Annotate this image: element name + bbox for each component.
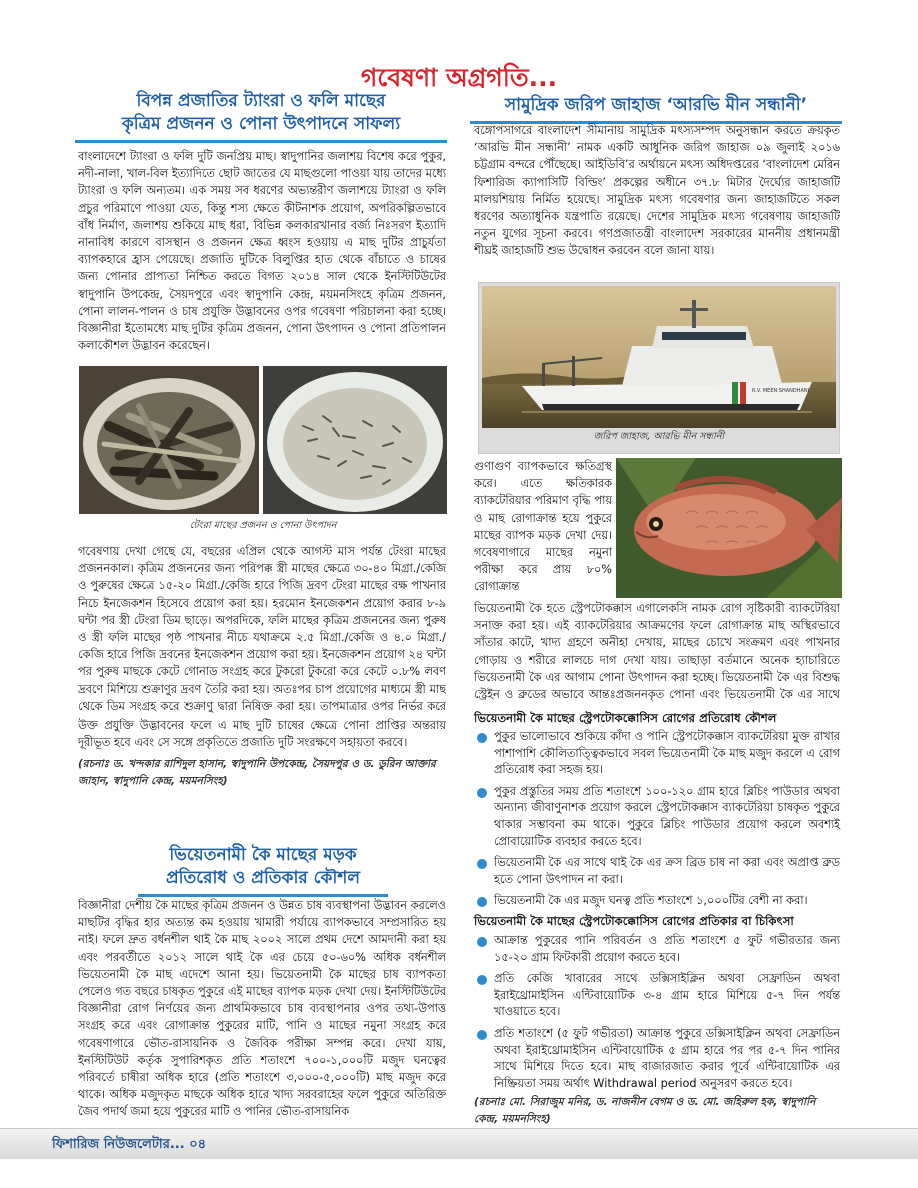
- article2-title-line2: প্রতিরোধ ও প্রতিকার কৌশল: [165, 868, 361, 888]
- article1-para2: গবেষণায় দেখা গেছে যে, বছরের এপ্রিল থেকে আগস্ট মাস পর্যন্ত টেংরা মাছের প্রজননকাল। কৃত্রিম প্রজননের জন্য পরিপক্ক স্ত্রী মাছের ক্ষেত্রে ৩০-৪০ মিগ্রা./কেজি ও পুরুষের ক্ষেত্রে ১৫-২০ মিগ্রা./কেজি হারে পিজি দ্রবণ টেংরা মাছের বক্ষ পাখনার নিচে ইনজেকশন হিসেবে প্রয়োগ করা হয়। হরমোন ইনজেকশন প্রয়োগ করার ৮-৯ ঘন্টা পর স্ত্রী টেংরা ডিম ছাড়ে। অপরদিকে, ফলি মাছের কৃত্রিম প্রজননের জন্য পুরুষ ও স্ত্রী ফলি মাছের পৃষ্ঠ পাখনার নীচে যথাক্রমে ২.৫ মিগ্রা./কেজি ও ৪.০ মিগ্রা./কেজি হারে পিজি দ্রবনের ইনজেকশন প্রয়োগ করা হয়। ইনজেকশন প্রয়োগ ২৪ ঘন্টা পর পুরুষ মাছকে কেটে গোনাড সংগ্রহ করে টুকরো টুকরো করে কেটে ০.৮% লবণ দ্রবণে মিশিয়ে শুক্রাণুর দ্রবণ তৈরি করা হয়। অতঃপর চাপ প্রয়োগের মাধ্যমে স্ত্রী মাছ থেকে ডিম সংগ্রহ করে শুক্রাণু দ্বারা নিষিক্ত করা হয়। তাপমাত্রার ওপর নির্ভর করে: [78, 545, 446, 713]
- bullet-icon: [477, 733, 487, 743]
- bullet-icon: [477, 975, 487, 985]
- article2-para-cont-full: ভিয়েতনামী কৈ হতে স্ট্রেপটোকক্কাস এগালেকসি নামক রোগ সৃষ্টিকারী ব্যাকটেরিয়া সনাক্ত করা হয়। এই ব্যাকটেরিয়ার আক্রমণের ফলে রোগাক্রান্ত মাছ অস্থিরভাবে সাঁতার কাটে, খাদ্য গ্রহণে অনীহা দেখায়, মাছের চোখে সংক্রমণ এবং পাখনার গোড়ায় ও শরীরে লালচে দাগ দেখা যায়। তাছাড়া বর্তমানে অনেক হ্যাচারিতে ভিয়েতনামী কৈ এর আগাম পোনা উৎপাদন করা হচ্ছে। ভিয়েতনামী কৈ এর বিশুদ্ধ স্ট্রেইন ও ব্রুডের অভাবে আন্তঃপ্রজননকৃত পোনা এবং ভিয়েতনামী কৈ এর সাথে: [474, 602, 840, 702]
- ship-photo-frame: [478, 282, 840, 454]
- treatment-list: [474, 933, 840, 1097]
- article2-title-line1: ভিয়েতনামী কৈ মাছের মড়ক: [169, 845, 357, 865]
- prevention-item: ভিয়েতনামী কৈ এর মজুদ ঘনত্ব প্রতি শতাংশে ১,০০০টির বেশী না করা।: [474, 893, 840, 910]
- article3-title: সামুদ্রিক জরিপ জাহাজ ‘আরভি মীন সন্ধানী’: [504, 95, 808, 115]
- article3-title-block: [470, 90, 842, 124]
- article1-para1: বাংলাদেশে ট্যাংরা ও ফলি দুটি জনপ্রিয় মাছ। স্বাদুপানির জলাশয় বিশেষ করে পুকুর, নদী-নালা, খাল-বিল ইত্যাদিতে ছোট জাতের যে মাছগুলো পাওয়া যায় তাদের মধ্যে ট্যাংরা ও ফলি অন্যতম। এক সময় সব ধরণের অভ্যন্তরীণ জলাশয়ে ট্যাংরা ও ফলি প্রচুর পরিমাণে পাওয়া যেত, কিন্তু শস্য ক্ষেতে কীটনাশক প্রয়োগ, অপরিকল্পিতভাবে বাঁধ নির্মাণ, জলাশয় শুকিয়ে মাছ ধরা, বিভিন্ন কলকারখানার বর্জ্য নিঃসরণ ইত্যাদি নানাবিধ কারণে বাসস্থান ও প্রজনন ক্ষেত্র ধ্বংস হওয়ায় এ মাছ দুটির প্রাচুর্যতা ব্যাপকহারে হ্রাস পেয়েছে। প্রজাতি দুটিকে বিলুপ্তির হাত থেকে বাঁচাতে ও চাষের জন্য পোনার প্রাপ্যতা নিশ্চিত করতে বিগত ২০১৪ সাল থেকে ইনস্টিটিউটের স্বাদুপানি উপকেন্দ্র, সৈয়দপুরে এবং স্বাদুপানি কেন্দ্র, ময়মনসিংহে কৃত্রিম প্রজনন, পোনা লালন-পালন ও চাষ প্রযুক্তি উদ্ভাবনের ওপর গবেষণা পরিচালনা করা হচ্ছে। বিজ্ঞানীরা ইতোমধ্যে মাছ দুটির কৃত্রিম প্রজনন, পোনা উৎপাদন ও পোনা প্রতিপালন কলাকৌশল উদ্ভাবন করেছেন।: [78, 150, 446, 353]
- treatment-heading: ভিয়েতনামী কৈ মাছের স্ট্রেপটোকক্কোসিস রোগের প্রতিকার বা চিকিৎসা: [474, 914, 794, 928]
- article1-para3: উক্ত প্রযুক্তি উদ্ভাবনের ফলে এ মাছ দুটি চাষের ক্ষেত্রে পোনা প্রাপ্তির অন্তরায় দূরীভূত হবে এবং সে সঙ্গে প্রকৃতিতে প্রজাতি দুটি সংরক্ষণে সহায়তা করবে।: [78, 719, 446, 750]
- article3-para1: বঙ্গোপসাগরে বাংলাদেশ সীমানায় সামুদ্রিক মৎস্যসম্পদ অনুসন্ধান করতে ক্রয়কৃত ‘আরভি মীন সন্ধানী’ নামক একটি আধুনিক জরিপ জাহাজ ০৯ জুলাই ২০১৬ চট্টগ্রাম বন্দরে পৌঁছেছে। আইডিবি’র অর্থায়নে মৎস্য অধিদপ্তরের ‘বাংলাদেশ মেরিন ফিশারিজ ক্যাপাসিটি বিল্ডিং’ প্রকল্পের অধীনে ৩৭.৮ মিটার দৈর্ঘ্যের জাহাজটি মালয়শিয়ায় নির্মিত হয়েছে। সামুদ্রিক মৎস্য গবেষণার জন্য জাহাজটিতে সকল ধরণের অত্যাধুনিক যন্ত্রপাতি রয়েছে। দেশের সামুদ্রিক মৎস্য গবেষণায় জাহাজটি নতুন যুগের সূচনা করবে। গণপ্রজাতন্ত্রী বাংলাদেশ সরকারের মাননীয় প্রধানমন্ত্রী শীঘ্রই জাহাজটি শুভ উদ্বোধন করবেন বলে জানা যায়।: [474, 124, 840, 258]
- bullet-icon: [477, 788, 487, 798]
- footer-newsletter-page: ফিশারিজ নিউজলেটার... ০৪: [52, 1137, 207, 1152]
- ship-photo-caption: জরিপ জাহাজ, আরভি মীন সন্ধানী: [593, 431, 725, 442]
- vietnamese-koi-fish-photo: [616, 458, 842, 598]
- article2-para-cont-beside: গুণাগুণ ব্যাপকভাবে ক্ষতিগ্রস্থ করে। এতে ক্ষতিকারক ব্যাকটেরিয়ার পরিমাণ বৃদ্ধি পায় ও মাছ রোগাক্রান্ত হয়ে পুকুরে মাছের ব্যাপক মড়ক দেখা দেয়। গবেষণাগারে মাছের নমুনা পরীক্ষা করে প্রায় ৮০% রোগাক্রান্ত: [474, 460, 612, 594]
- article1-title-rule: [75, 140, 447, 143]
- prevention-item: ভিয়েতনামী কৈ এর সাথে থাই কৈ এর ক্রস ব্রিড চাষ না করা এবং অপ্রাপ্ত ব্রুড হতে পোনা উৎপাদন না করা।: [474, 855, 840, 888]
- article1-title-line1: বিপন্ন প্রজাতির ট্যাংরা ও ফলি মাছের: [136, 91, 386, 111]
- article2-credit: (রচনাঃ মো. সিরাজুম মনির, ড. নাজনীন বেগম ও ড. মো. জহিরুল হক, স্বাদুপানি কেন্দ্র, ময়মনসিংহ): [474, 1096, 816, 1125]
- treatment-item: আক্রান্ত পুকুরের পানি পরিবর্তন ও প্রতি শতাংশে ৫ ফুট গভীরতার জন্য ১৫-২০ গ্রাম ফিটকারী প্রয়োগ করতে হবে।: [474, 933, 840, 966]
- survey-ship-photo: [482, 286, 836, 428]
- bullet-icon: [477, 937, 487, 947]
- bullet-icon: [477, 1030, 487, 1040]
- article1-photo-caption: টেংরা মাছের প্রজনন ও পোনা উৎপাদন: [189, 520, 337, 531]
- prevention-list: [474, 729, 840, 915]
- prevention-item: পুকুর প্রস্তুতির সময় প্রতি শতাংশে ১০০-১২০ গ্রাম হারে ব্লিচিং পাউডার অথবা অন্যান্য জীবাণুনাশক প্রয়োগ করলে স্ট্রেপটোকক্কাস ব্যাকটেরিয়া চাষকৃত পুকুরে থাকার সম্ভাবনা কম থাকে। পুকুরে ব্লিচিং পাউডার প্রয়োগ করলে অবশ্যই প্রোবায়োটিক ব্যবহার করতে হবে।: [474, 784, 840, 850]
- article2-para1: বিজ্ঞানীরা দেশীয় কৈ মাছের কৃত্রিম প্রজনন ও উন্নত চাষ ব্যবস্থাপনা উদ্ভাবন করলেও মাছটির বৃদ্ধির হার অত্যন্ত কম হওয়ায় খামারী পর্যায়ে ব্যাপকভাবে সম্প্রসারিত হয় নাই। ফলে দ্রুত বর্ধনশীল থাই কৈ মাছ ২০০২ সালে প্রথম দেশে আমদানী করা হয় এবং পরবর্তীতে ২০১২ সালে থাই কৈ এর চেয়ে ৫০-৬০% অধিক বর্ধনশীল ভিয়েতনামী কৈ মাছ এদেশে আনা হয়। ভিয়েতনামী কৈ মাছের চাষ ব্যাপকতা পেলেও গত বছরে চাষকৃত পুকুরে এই মাছের ব্যাপক মড়ক দেখা দেয়। ইনস্টিটিউটের বিজ্ঞানীরা রোগ নির্ণয়ের জন্য প্রাথমিকভাবে চাষ ব্যবস্থাপনার ওপর তথ্য-উপাত্ত সংগ্রহ করে এবং রোগাক্রান্ত পুকুরের মাটি, পানি ও মাছের নমুনা সংগ্রহ করে গবেষণাগারে ভৌত-রাসায়নিক ও জৈবিক পরীক্ষা সম্পন্ন করে। দেখা যায়, ইনস্টিটিউট কর্তৃক সুপারিশকৃত প্রতি শতাংশে ৭০০-১,০০০টি মজুদ ঘনত্বের পরিবর্তে চাষীরা অধিক হারে (প্রতি শতাংশে ৩,০০০-৫,০০০টি) মাছ মজুদ করে থাকে। অধিক মজুদকৃত মাছকে অধিক হারে খাদ্য সরবরাহের ফলে পুকুরে অতিরিক্ত জৈব পদার্থ জমা হয়ে পুকুরের মাটি ও পানির ভৌত-রাসায়নিক: [78, 899, 446, 1119]
- bullet-icon: [477, 859, 487, 869]
- ship-hull-name: R.V. MEEN SHANDHANI: [752, 388, 810, 394]
- prevention-item: পুকুর ভালোভাবে শুকিয়ে কাঁদা ও পানি স্ট্রেপটোকক্কাস ব্যাকটেরিয়া মুক্ত রাখার পাশাপাশি কৌলিতাত্ত্বিকভাবে সবল ভিয়েতনামী কৈ মাছ মজুদ করলে এ রোগ প্রতিরোধ করা সহজ হয়।: [474, 729, 840, 779]
- article2-title-block: [138, 844, 388, 897]
- article1-credit: (রচনাঃ ড. খন্দকার রাশিদুল হাসান, স্বাদুপানি উপকেন্দ্র, সৈয়দপুর ও ড. ডুরিন আক্তার জাহান, স্বাদুপানি কেন্দ্র, ময়মনসিংহ): [78, 758, 436, 787]
- article1-title-block: [75, 90, 447, 143]
- article1-title-line2: কৃত্রিম প্রজনন ও পোনা উৎপাদনে সাফল্য: [121, 114, 401, 134]
- prevention-heading: ভিয়েতনামী কৈ মাছের স্ট্রেপটোকক্কোসিস রোগের প্রতিরোধ কৌশল: [474, 711, 777, 725]
- section-title: গবেষণা অগ্রগতি...: [360, 63, 558, 92]
- bullet-icon: [477, 897, 487, 907]
- treatment-item: প্রতি শতাংশে (৫ ফুট গভীরতা) আক্রান্ত পুকুরে ডক্সিসাইক্লিন অথবা সেফ্রাডিন অথবা ইরাইথ্রোমাইসিন এন্টিবায়োটিক ৫ গ্রাম হারে পর পর ৫-৭ দিন পানির সাথে মিশিয়ে দিতে হবে। মাছ বাজারজাত করার পূর্বে এন্টিবায়োটিক এর নিষ্ক্রিয়তা সময় অর্থাৎ Withdrawal period অনুসরণ করতে হবে।: [474, 1026, 840, 1092]
- tengra-fry-photo: [263, 366, 447, 514]
- tengra-broodfish-photo: [79, 366, 259, 514]
- treatment-item: প্রতি কেজি খাবারের সাথে ডক্সিসাইক্লিন অথবা সেফ্রাডিন অথবা ইরাইথ্রোমাইসিন এন্টিবায়োটিক ৩-৪ গ্রাম হারে মিশিয়ে ৫-৭ দিন পর্যন্ত খাওয়াতে হবে।: [474, 971, 840, 1021]
